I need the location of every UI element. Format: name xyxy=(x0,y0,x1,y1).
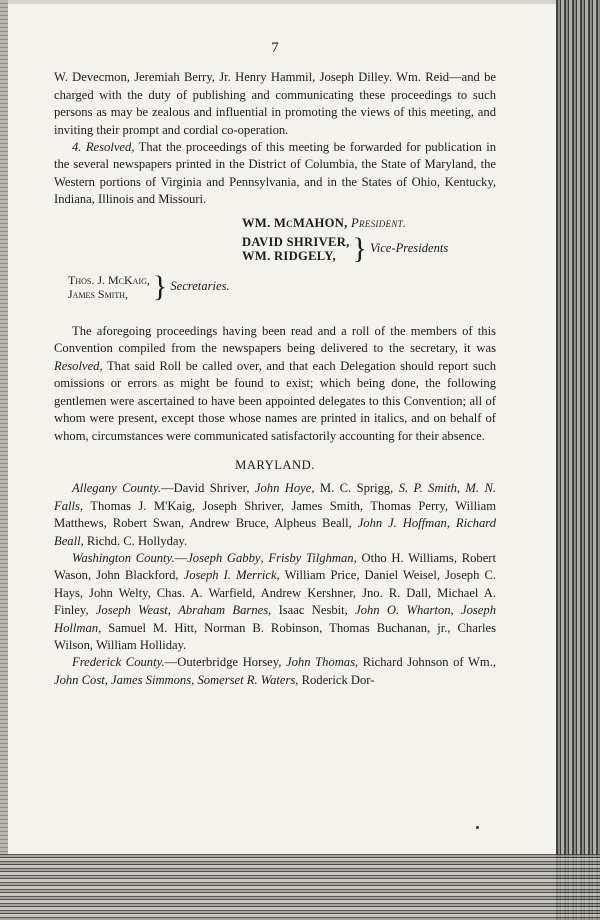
delegate-names-run: , xyxy=(191,672,198,687)
paragraph-committee: W. Devecmon, Jeremiah Berry, Jr. Henry Hammil, Joseph Dilley. Wm. Reid—and be charged with the duty of publishing and communicating these proceedings to such persons as may be zealous and influential in promoting the views of this meeting, and inviting their prompt and cordial co-operation. xyxy=(54,70,496,137)
delegate-names-run: , Thomas J. M'Kaig, Joseph Shriver, James Smith, Thomas Perry, William Matthews, Robert Swan, Andrew Bruce, Alpheus Beall, xyxy=(54,498,496,531)
county-names xyxy=(54,551,496,652)
vice-president-names xyxy=(242,235,350,263)
delegate-absent-name: M. N. Falls xyxy=(54,481,497,513)
delegate-names-run: —David Shriver, xyxy=(161,481,255,496)
delegate-absent-name: Joseph Gabby xyxy=(187,550,261,565)
delegate-absent-name: Joseph I. Merrick xyxy=(183,568,277,583)
vice-presidents-title: Vice-Presidents xyxy=(369,241,449,256)
delegate-names-run: , Richard Johnson of Wm., xyxy=(355,655,496,670)
secretaries-line xyxy=(68,270,496,304)
delegate-names-run: , xyxy=(260,550,269,565)
vice-president-1: DAVID SHRIVER, xyxy=(242,235,350,250)
roll-text-a: The aforegoing proceedings having been read and a roll of the members of this Convention compiled from the newspapers being delivered to the secretary, it was xyxy=(54,324,496,356)
resolution-text: That the proceedings of this meeting be forwarded for publication in the several newspapers printed in the District of Columbia, the State of Maryland, the Western portions of Virginia and Pennsylvania, and in the States of Ohio, Kentucky, Indiana, Illinois and Missouri. xyxy=(54,140,496,207)
county-washington xyxy=(54,550,496,654)
vice-president-2: WM. RIDGELY, xyxy=(242,249,336,264)
ink-speck xyxy=(476,826,479,829)
delegate-absent-name: Joseph Hollman xyxy=(54,603,496,635)
secretary-1: Thos. J. McKaig, xyxy=(68,273,150,288)
secretaries-title: Secretaries. xyxy=(170,279,230,294)
delegate-names-run: , xyxy=(446,516,456,531)
delegate-absent-name: James Simmons xyxy=(111,672,192,687)
delegate-names-run: , William Price, Daniel Weisel, Joseph C. Hays, John Welty, Chas. A. Warfield, Andrew Kershner, Jno. R. Dall, Michael A. Finley, xyxy=(54,568,496,618)
secretary-2: James Smith, xyxy=(68,287,129,302)
delegate-absent-name: Richard Beall xyxy=(54,516,496,548)
resolved-word: Resolved, xyxy=(85,140,135,155)
delegate-absent-name: Somerset R. Waters xyxy=(197,672,296,687)
president-line xyxy=(242,215,496,232)
delegate-absent-name: Joseph Weast xyxy=(95,603,168,618)
delegate-names-run: , xyxy=(456,481,466,496)
officers-block xyxy=(54,215,496,304)
president-name: WM. McMAHON, xyxy=(242,215,348,230)
county-allegany xyxy=(54,480,496,550)
roll-text-b: That said Roll be called over, and that each Delegation should report such omissions or errors as might be found to exist; which being done, the following gentlemen were ascertained to have been appointed delegates to this Convention; all of whom were present, except those whose names are printed in italics, and on behalf of whom, circumstances were communicated satisfactorily accounting for their absence. xyxy=(54,358,496,443)
delegate-names-run: , Isaac Nesbit, xyxy=(268,603,356,618)
paragraph-resolution-4 xyxy=(54,139,496,209)
delegate-names-run: , xyxy=(104,672,112,687)
county-label: Frederick County. xyxy=(72,655,165,670)
delegate-absent-name: S. P. Smith xyxy=(398,481,457,496)
section-heading-maryland: MARYLAND. xyxy=(235,457,315,472)
delegate-names-run: —Outerbridge Horsey, xyxy=(164,655,287,670)
delegate-absent-name: John J. Hoffman xyxy=(357,516,447,531)
delegate-absent-name: John Cost xyxy=(54,672,105,687)
delegate-absent-name: John Hoye xyxy=(254,481,312,496)
county-label: Allegany County. xyxy=(72,481,161,496)
page-number: 7 xyxy=(271,40,279,56)
scan-left-edge xyxy=(0,0,8,854)
delegate-names-run: , Roderick Dor- xyxy=(295,672,375,687)
delegate-names-run: , xyxy=(450,603,462,618)
county-frederick xyxy=(54,654,496,689)
resolved-word: Resolved, xyxy=(54,358,103,373)
county-label: Washington County. xyxy=(72,550,175,565)
delegate-absent-name: John O. Wharton xyxy=(355,603,451,618)
delegate-names-run: , Richd. C. Hollyday. xyxy=(80,533,188,548)
delegate-absent-name: Abraham Barnes xyxy=(178,603,269,618)
delegate-absent-name: John Thomas xyxy=(286,655,355,670)
scan-bottom-edge xyxy=(0,854,600,920)
resolution-number: 4. xyxy=(72,140,82,155)
secretary-names xyxy=(68,273,150,301)
president-title: President. xyxy=(351,215,407,230)
delegate-names-run: — xyxy=(174,550,188,565)
delegate-names-run: , M. C. Sprigg, xyxy=(311,481,399,496)
document-text xyxy=(54,40,496,689)
delegate-names-run: , Otho H. Williams, Robert Wason, John Blackford, xyxy=(54,550,496,583)
paragraph-roll-call xyxy=(54,323,496,445)
brace-glyph: } xyxy=(152,270,168,304)
delegate-absent-name: Frisby Tilghman xyxy=(268,550,354,565)
vice-presidents-line xyxy=(242,232,496,266)
delegate-names-run: , xyxy=(167,603,179,618)
delegate-names-run: , Samuel M. Hitt, Norman B. Robinson, Thomas Buchanan, jr., Charles Wilson, William Holliday. xyxy=(54,620,496,652)
scan-binding-gutter xyxy=(556,0,600,920)
brace-glyph: } xyxy=(352,232,367,266)
